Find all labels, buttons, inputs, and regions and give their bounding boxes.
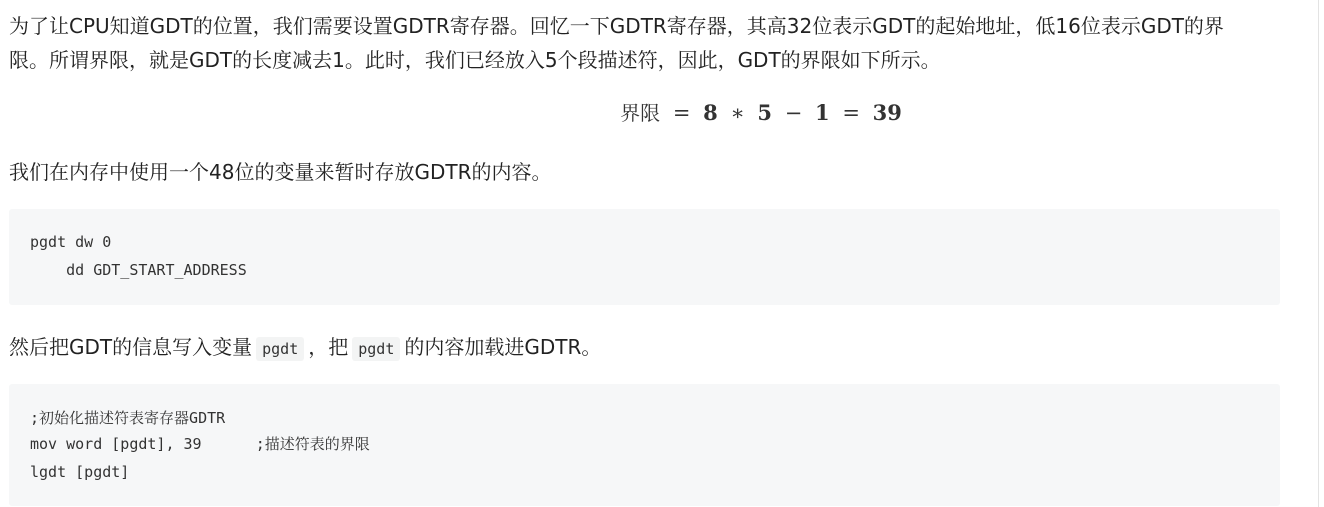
- paragraph-variable: 我们在内存中使用一个48位的变量来暂时存放GDTR的内容。: [9, 160, 552, 184]
- inline-code: pgdt: [352, 337, 400, 361]
- code-block[interactable]: [9, 384, 1280, 506]
- formula-word: 界限: [620, 101, 661, 125]
- paragraph-text: 然后把GDT的信息写入变量: [9, 335, 253, 359]
- formula-equals: =: [842, 101, 860, 125]
- formula-result: 39: [872, 100, 902, 125]
- paragraph-gdtr-intro: [9, 9, 1224, 77]
- paragraph-line: 限。所谓界限，就是GDT的长度减去1。此时，我们已经放入5个段描述符，因此，GDT的界限如下所示。: [9, 48, 941, 72]
- paragraph-text: ，把: [308, 335, 349, 359]
- code-line: dd GDT_START_ADDRESS: [30, 261, 247, 279]
- code-line: pgdt dw 0: [30, 233, 112, 251]
- formula-minus: −: [784, 101, 803, 125]
- code-line: mov word [pgdt], 39 ;描述符表的界限: [30, 435, 370, 453]
- formula-equals: =: [672, 101, 691, 125]
- code-block[interactable]: [9, 209, 1280, 305]
- formula-multiply: ∗: [730, 101, 745, 125]
- math-formula: [9, 97, 1324, 126]
- scrollbar-track[interactable]: [1318, 0, 1319, 507]
- inline-code: pgdt: [256, 337, 304, 361]
- formula-operand: 1: [815, 100, 830, 125]
- formula-operand: 8: [703, 100, 718, 125]
- paragraph-load-gdtr: [9, 330, 601, 366]
- code-line: lgdt [pgdt]: [30, 463, 130, 481]
- code-line: ;初始化描述符表寄存器GDTR: [30, 409, 226, 427]
- paragraph-text: 的内容加载进GDTR。: [404, 335, 602, 359]
- formula-operand: 5: [757, 100, 773, 125]
- paragraph-line: 为了让CPU知道GDT的位置，我们需要设置GDTR寄存器。回忆一下GDTR寄存器，其高32位表示GDT的起始地址，低16位表示GDT的界: [9, 14, 1224, 38]
